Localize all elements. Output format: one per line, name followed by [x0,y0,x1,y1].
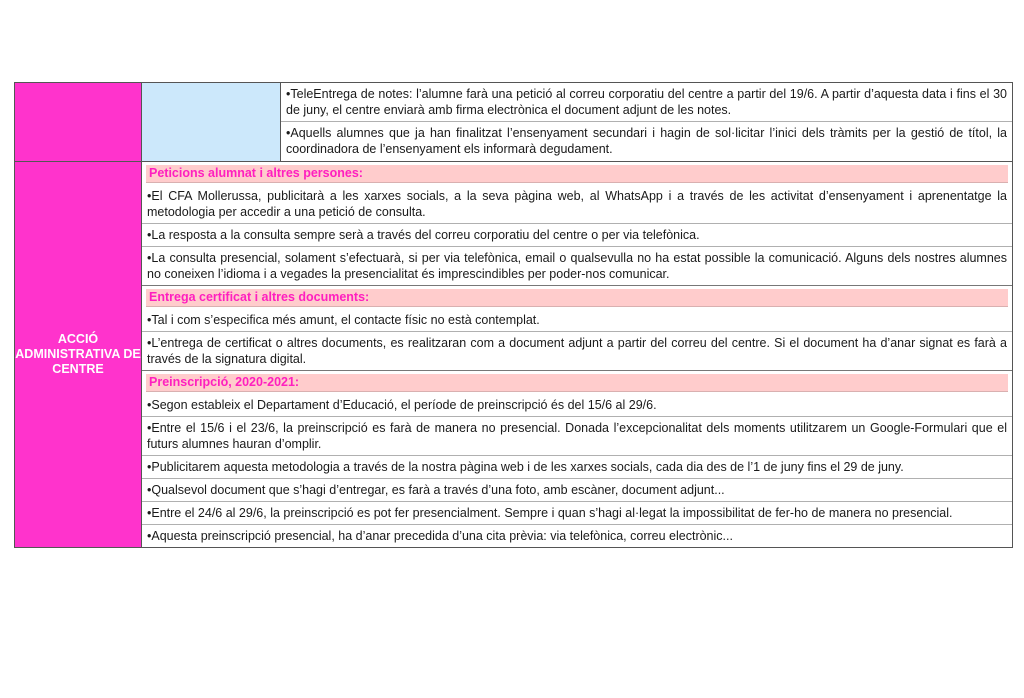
section-label-text: ACCIÓ ADMINISTRATIVA DE CENTRE [15,332,141,376]
content-cell [142,162,1013,548]
plan-table [14,82,1013,548]
bullet-item: •TeleEntrega de notes: l’alumne farà una petició al correu corporatiu del centre a partir del 19/6. A partir d’aquesta data i fins el 30 de juny, el centre enviarà amb firma electrònica el document adjunt de les notes. [286,87,1007,117]
bullet-item: •Entre el 15/6 i el 23/6, la preinscripció es farà de manera no presencial. Donada l’excepcionalitat dels moments utilitzarem un Google-Formulari que el futurs alumnes hauran d’omplir. [142,416,1012,455]
bullet-item: •Entre el 24/6 al 29/6, la preinscripció es pot fer presencialment. Sempre i quan s’hagi al·legat la impossibilitat de fer-ho de manera no presencial. [142,501,1012,524]
table-row [15,162,1013,548]
bullet-item: •Publicitarem aquesta metodologia a través de la nostra pàgina web i de les xarxes socials, cada dia des de l’1 de juny fins el 29 de juny. [142,455,1012,478]
bullet-item: •Aquesta preinscripció presencial, ha d’anar precedida d’una cita prèvia: via telefònica, correu electrònic... [142,524,1012,547]
bullet-item: •La consulta presencial, solament s’efectuarà, si per via telefònica, email o qualsevulla no ha estat possible la comunicació. Alguns dels nostres alumnes no coneixen l’idioma i a vegades la presencialitat és imprescindibles per poder-nos comunicar. [142,246,1012,285]
bullet-item: •Aquells alumnes que ja han finalitzat l’ensenyament secundari i hagin de sol·licitar l’inici dels tràmits per la gestió de títol, la coordinadora de l’ensenyament els informarà degudament. [281,121,1012,160]
bullet-item: •L’entrega de certificat o altres documents, es realitzaran com a document adjunt a partir del correu del centre. Si el document ha d’anar signat es farà a través de la signatura digital. [142,331,1012,370]
bullet-item: •Qualsevol document que s’hagi d’entregar, es farà a través d’una foto, amb escàner, document adjunt... [142,478,1012,501]
bullet-item: •Segon estableix el Departament d’Educació, el període de preinscripció és del 15/6 al 29/6. [147,398,657,412]
block-preinscripcio [142,370,1012,547]
bullet-item: •Tal i com s’especifica més amunt, el contacte físic no està contemplat. [147,313,540,327]
blue-cell [142,83,281,162]
magenta-cell [15,83,142,162]
block-peticions [142,165,1012,285]
section-label [15,162,142,548]
bullet-item: •La resposta a la consulta sempre serà a través del correu corporatiu del centre o per via telefònica. [142,223,1012,246]
content-cell [281,83,1013,162]
block-heading: Peticions alumnat i altres persones: [146,165,1008,183]
table-row [15,83,1013,162]
block-heading: Preinscripció, 2020-2021: [146,374,1008,392]
bullet-item: •El CFA Mollerussa, publicitarà a les xarxes socials, a la seva pàgina web, al WhatsApp i a través de les activitat d’ensenyament i aprenentatge la metodologia per accedir a una petició de consulta. [147,189,1007,219]
block-heading: Entrega certificat i altres documents: [146,289,1008,307]
block-certificat [142,285,1012,370]
